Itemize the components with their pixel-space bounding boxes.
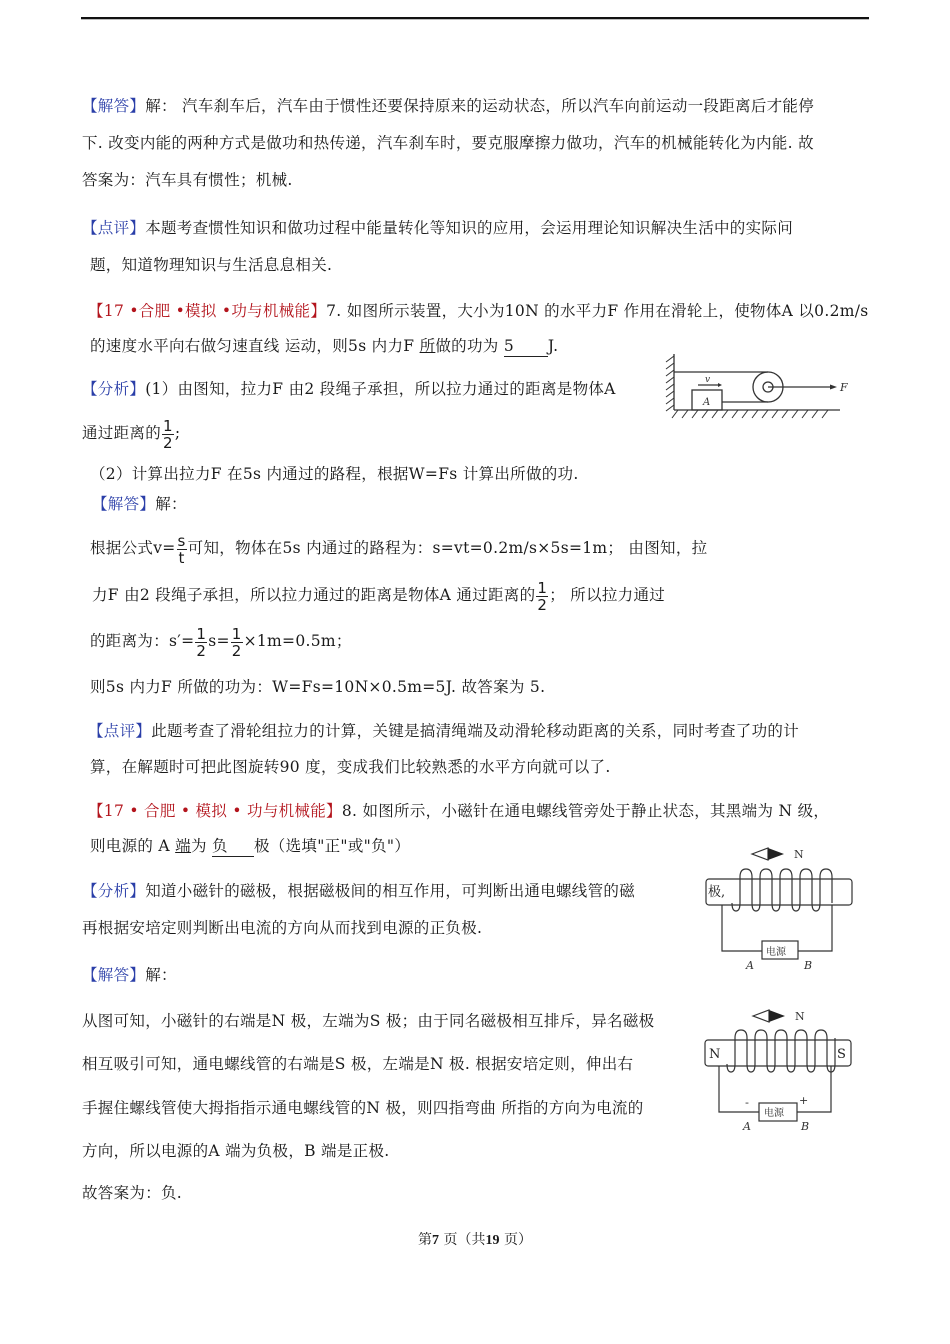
source-tag: 【17 •合肥 •模拟 •功与机械能】 bbox=[88, 302, 327, 320]
q7-answer-head: 【解答】解： bbox=[92, 495, 187, 513]
svg-text:电源: 电源 bbox=[764, 1108, 784, 1119]
svg-text:-: - bbox=[745, 1096, 749, 1109]
q8-analysis-line-1: 【分析】知道小磁针的磁极，根据磁极间的相互作用，可判断出通电螺线管的磁 bbox=[82, 882, 636, 900]
q6-answer-line-1: 【解答】解： 汽车刹车后，汽车由于惯性还要保持原来的运动状态，所以汽车向前运动一段距离后才能停 bbox=[82, 97, 815, 115]
q8-stem-line-1: 【17 • 合肥 • 模拟 • 功与机械能】8. 如图所示，小磁针在通电螺线管旁处于静止状态，其黑端为 N 级， bbox=[88, 802, 830, 820]
svg-text:v: v bbox=[705, 375, 711, 385]
svg-text:B: B bbox=[801, 1120, 810, 1133]
fraction: $\frac{1}{2}$ bbox=[196, 624, 207, 660]
q8-answer-line-2: 相互吸引可知，通电螺线管的右端是S 极，左端是N 极. 根据安培定则，伸出右 bbox=[82, 1055, 634, 1073]
q8-answer-line-3: 手握住螺线管使大拇指指示通电螺线管的N 极，则四指弯曲 所指的方向为电流的 bbox=[82, 1099, 644, 1117]
fraction: $\frac{1}{2}$ bbox=[231, 624, 242, 660]
source-tag: 【17 • 合肥 • 模拟 • 功与机械能】 bbox=[88, 802, 342, 820]
q6-answer-line-2: 下. 改变内能的两种方式是做功和热传递，汽车刹车时，要克服摩擦力做功，汽车的机械能转化为内能. 故 bbox=[82, 134, 814, 152]
q7-review-line-2: 算，在解题时可把此图旋转90 度，变成我们比较熟悉的水平方向就可以了. bbox=[90, 758, 611, 776]
pulley-diagram bbox=[660, 346, 860, 426]
q7-stem-line-1: 【17 •合肥 •模拟 •功与机械能】7. 如图所示装置，大小为10N 的水平力F 作用在滑轮上，使物体A 以0.2m/s bbox=[88, 302, 869, 320]
svg-text:N: N bbox=[709, 1047, 721, 1062]
svg-text:A: A bbox=[703, 397, 711, 408]
q6-review-line-2: 题，知道物理知识与生活息息相关. bbox=[90, 256, 333, 274]
q7-answer-line-4: 则5s 内力F 所做的功为：W=Fs=10N×0.5m=5J. 故答案为 5. bbox=[90, 678, 546, 696]
svg-text:电源: 电源 bbox=[766, 947, 786, 958]
analysis-tag: 【分析】 bbox=[82, 882, 146, 900]
q8-stem-line-2: 则电源的 A 端为 负 极（选填"正"或"负"） bbox=[90, 837, 411, 855]
answer-blank: 负 bbox=[212, 836, 254, 857]
q7-stem-line-2: 的速度水平向右做匀速直线 运动，则5s 内力F 所做的功为 5 J. bbox=[90, 337, 559, 355]
svg-text:N: N bbox=[794, 848, 804, 861]
svg-text:N: N bbox=[795, 1010, 805, 1023]
q7-answer-line-1: 根据公式v= $\frac{s}{t}$ 可知，物体在5s 内通过的路程为：s=vt=0.2m/s×5s=1m； 由图知，拉 bbox=[90, 531, 708, 567]
q8-answer-line-5: 故答案为：负. bbox=[82, 1184, 183, 1202]
header-rule bbox=[81, 17, 869, 20]
q7-review-line-1: 【点评】此题考查了滑轮组拉力的计算，关键是搞清绳端及动滑轮移动距离的关系，同时考查了功的计 bbox=[88, 722, 800, 740]
solenoid-diagram-1 bbox=[700, 843, 865, 978]
svg-text:B: B bbox=[804, 959, 813, 972]
q8-analysis-line-2: 再根据安培定则判断出电流的方向从而找到电源的正负极. bbox=[82, 919, 483, 937]
fraction: $\frac{1}{2}$ bbox=[537, 578, 548, 614]
q7-analysis-line-1: 【分析】(1）由图知，拉力F 由2 段绳子承担，所以拉力通过的距离是物体A bbox=[82, 380, 616, 398]
analysis-tag: 【分析】 bbox=[82, 380, 146, 398]
review-tag: 【点评】 bbox=[88, 722, 152, 740]
q8-answer-head: 【解答】解： bbox=[82, 966, 177, 984]
answer-blank: 5 bbox=[504, 336, 548, 357]
answer-tag: 【解答】 bbox=[92, 495, 156, 513]
solenoid-diagram-2 bbox=[695, 1000, 865, 1140]
svg-text:A: A bbox=[743, 1120, 751, 1133]
svg-text:S: S bbox=[837, 1047, 846, 1062]
svg-text:+: + bbox=[799, 1094, 809, 1107]
q7-analysis-line-3: （2）计算出拉力F 在5s 内通过的路程，根据W=Fs 计算出所做的功. bbox=[90, 465, 579, 483]
svg-text:A: A bbox=[746, 959, 754, 972]
answer-tag: 【解答】 bbox=[82, 966, 146, 984]
review-tag: 【点评】 bbox=[82, 219, 146, 237]
q8-answer-line-4: 方向，所以电源的A 端为负极，B 端是正极. bbox=[82, 1142, 390, 1160]
q6-review-line-1: 【点评】本题考查惯性知识和做功过程中能量转化等知识的应用，会运用理论知识解决生活中的实际问 bbox=[82, 219, 794, 237]
fraction: $\frac{s}{t}$ bbox=[177, 531, 186, 567]
q7-analysis-line-2: 通过距离的 $\frac{1}{2}$ ; bbox=[82, 416, 181, 452]
svg-text:F: F bbox=[840, 381, 848, 394]
svg-text:极,: 极, bbox=[708, 885, 726, 900]
answer-tag: 【解答】 bbox=[82, 97, 146, 115]
fraction: $\frac{1}{2}$ bbox=[163, 416, 173, 452]
q8-answer-line-1: 从图可知，小磁针的右端是N 极，左端为S 极；由于同名磁极相互排斥，异名磁极 bbox=[82, 1012, 655, 1030]
page-footer: 第7 页（共19 页） bbox=[418, 1232, 532, 1248]
q7-answer-line-3: 的距离为：s′= $\frac{1}{2}$ s= $\frac{1}{2}$ ×1m=0.5m； bbox=[90, 624, 352, 660]
q6-answer-line-3: 答案为：汽车具有惯性；机械. bbox=[82, 171, 293, 189]
q7-answer-line-2: 力F 由2 段绳子承担，所以拉力通过的距离是物体A 通过距离的 $\frac{1}{2}$ ； 所以拉力通过 bbox=[92, 578, 666, 614]
